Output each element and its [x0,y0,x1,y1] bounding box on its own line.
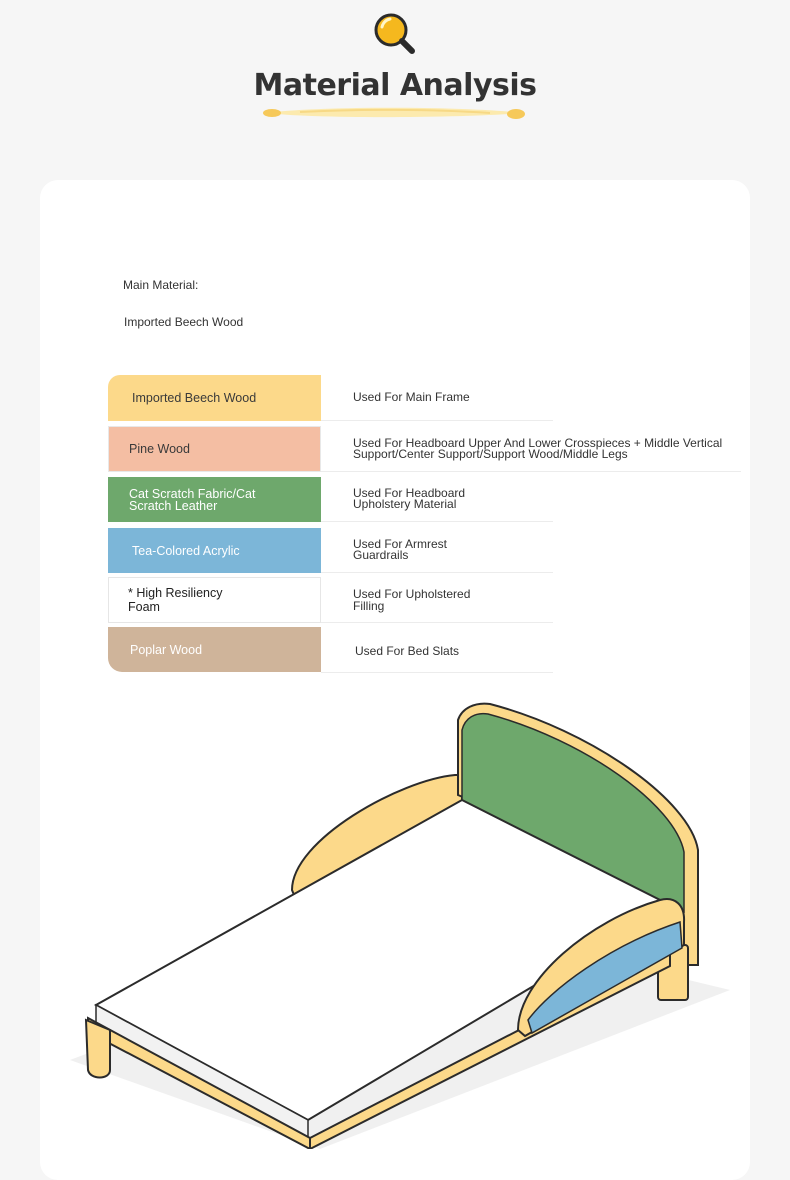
material-use-pine: Used For Headboard Upper And Lower Crosspieces + Middle Vertical Support/Center Support/Support Wood/Middle Legs [321,426,741,472]
material-name-foam: * High Resiliency Foam [108,577,321,623]
material-use-foam: Used For Upholstered Filling [321,577,553,623]
material-use-poplar: Used For Bed Slats [321,627,553,673]
material-name-acrylic: Tea-Colored Acrylic [108,528,321,573]
bed-illustration [70,690,730,1149]
material-name-poplar: Poplar Wood [108,627,321,672]
page-title: Material Analysis [253,68,537,103]
material-name-pine: Pine Wood [108,426,321,472]
main-material-label: Main Material: [123,278,199,292]
magnifier-icon [370,10,418,58]
title-underline-decoration [260,104,530,122]
material-name-fabric: Cat Scratch Fabric/Cat Scratch Leather [108,477,321,522]
main-material-value: Imported Beech Wood [124,315,244,329]
material-use-beech: Used For Main Frame [321,375,553,421]
material-use-fabric: Used For Headboard Upholstery Material [321,476,553,522]
material-use-acrylic: Used For Armrest Guardrails [321,527,553,573]
material-name-beech: Imported Beech Wood [108,375,321,421]
